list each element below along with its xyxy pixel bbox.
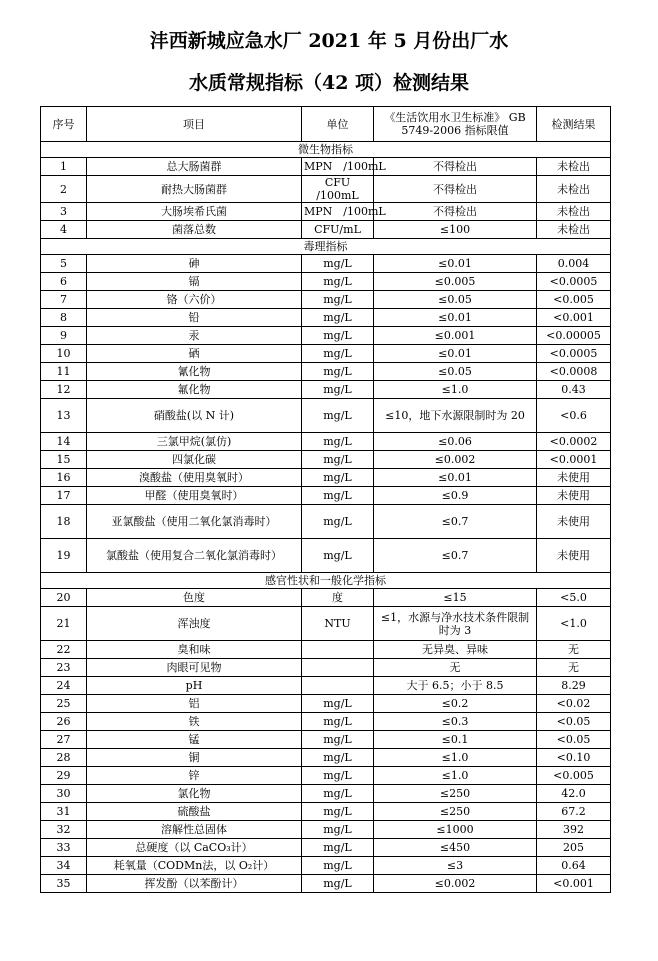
table-row [41,327,611,345]
cell-limit: ≤0.01 [374,345,537,363]
table-row [41,469,611,487]
cell-item: 铬（六价） [87,291,302,309]
cell-no: 24 [41,677,87,695]
cell-no: 31 [41,803,87,821]
section-header-row [41,239,611,255]
cell-result: <0.05 [537,731,611,749]
table-row [41,273,611,291]
cell-no: 20 [41,589,87,607]
cell-limit: ≤0.002 [374,875,537,893]
cell-unit: mg/L [302,731,374,749]
cell-unit: mg/L [302,309,374,327]
cell-limit: ≤0.05 [374,363,537,381]
table-row [41,433,611,451]
cell-no: 28 [41,749,87,767]
cell-unit: 度 [302,589,374,607]
cell-no: 29 [41,767,87,785]
cell-no: 13 [41,399,87,433]
table-row [41,695,611,713]
cell-result: 未使用 [537,539,611,573]
cell-item: 臭和味 [87,641,302,659]
cell-item: 挥发酚（以苯酚计） [87,875,302,893]
header-standard: 《生活饮用水卫生标准》 GB 5749-2006 指标限值 [374,107,537,142]
cell-unit: mg/L [302,345,374,363]
cell-no: 32 [41,821,87,839]
table-row [41,505,611,539]
cell-item: 总大肠菌群 [87,158,302,176]
table-row [41,803,611,821]
cell-result: <0.001 [537,875,611,893]
cell-no: 4 [41,221,87,239]
cell-item: 甲醛（使用臭氧时） [87,487,302,505]
cell-no: 30 [41,785,87,803]
cell-limit: 无 [374,659,537,677]
cell-unit: mg/L [302,363,374,381]
cell-item: 耐热大肠菌群 [87,176,302,203]
cell-no: 33 [41,839,87,857]
cell-unit: mg/L [302,469,374,487]
cell-item: 硒 [87,345,302,363]
cell-limit: ≤0.1 [374,731,537,749]
cell-limit: ≤0.3 [374,713,537,731]
section-header-row [41,142,611,158]
cell-no: 10 [41,345,87,363]
section-title: 毒理指标 [41,239,611,255]
cell-unit: mg/L [302,857,374,875]
table-row [41,731,611,749]
cell-item: 菌落总数 [87,221,302,239]
cell-result: <0.0008 [537,363,611,381]
section-title: 感官性状和一般化学指标 [41,573,611,589]
cell-no: 9 [41,327,87,345]
cell-result: <0.10 [537,749,611,767]
cell-no: 5 [41,255,87,273]
cell-limit: ≤0.005 [374,273,537,291]
cell-result: 8.29 [537,677,611,695]
cell-item: 铁 [87,713,302,731]
cell-unit: mg/L [302,505,374,539]
table-row [41,291,611,309]
cell-unit: NTU [302,607,374,641]
cell-item: 硫酸盐 [87,803,302,821]
cell-item: 氰化物 [87,363,302,381]
cell-limit: ≤0.01 [374,309,537,327]
header-item: 项目 [87,107,302,142]
cell-item: 色度 [87,589,302,607]
cell-unit: mg/L [302,291,374,309]
cell-no: 11 [41,363,87,381]
table-row [41,767,611,785]
cell-item: 锌 [87,767,302,785]
cell-result: 0.004 [537,255,611,273]
cell-unit: mg/L [302,803,374,821]
document-title-line1: 沣西新城应急水厂 2021 年 5 月份出厂水 [149,30,509,52]
cell-no: 7 [41,291,87,309]
cell-item: 汞 [87,327,302,345]
table-row [41,451,611,469]
cell-result: 无 [537,641,611,659]
cell-unit: mg/L [302,539,374,573]
cell-result: 未检出 [537,221,611,239]
cell-result: <0.005 [537,291,611,309]
cell-unit: CFU /100mL [302,176,374,203]
cell-limit: ≤1000 [374,821,537,839]
table-row [41,839,611,857]
table-row [41,487,611,505]
cell-item: 肉眼可见物 [87,659,302,677]
cell-result: 未检出 [537,158,611,176]
cell-no: 23 [41,659,87,677]
cell-item: 三氯甲烷(氯仿) [87,433,302,451]
cell-no: 25 [41,695,87,713]
cell-limit: ≤0.2 [374,695,537,713]
cell-item: 铝 [87,695,302,713]
section-header-row [41,573,611,589]
cell-limit: ≤450 [374,839,537,857]
table-row [41,659,611,677]
cell-unit: mg/L [302,713,374,731]
cell-item: 镉 [87,273,302,291]
cell-item: 氯酸盐（使用复合二氧化氯消毒时） [87,539,302,573]
cell-result: 未使用 [537,469,611,487]
cell-unit [302,659,374,677]
cell-limit: 不得检出 [374,158,537,176]
cell-no: 35 [41,875,87,893]
cell-unit: MPN /100mL [302,203,374,221]
cell-result: <0.02 [537,695,611,713]
cell-result: 42.0 [537,785,611,803]
document-title-line2: 水质常规指标（42 项）检测结果 [188,72,470,94]
table-row [41,857,611,875]
cell-no: 15 [41,451,87,469]
water-quality-table [40,106,611,893]
cell-no: 18 [41,505,87,539]
cell-limit: 无异臭、异味 [374,641,537,659]
cell-limit: ≤1.0 [374,767,537,785]
table-row [41,255,611,273]
table-row [41,158,611,176]
cell-result: <0.001 [537,309,611,327]
cell-limit: ≤0.001 [374,327,537,345]
cell-limit: 不得检出 [374,176,537,203]
cell-result: <0.00005 [537,327,611,345]
table-row [41,589,611,607]
cell-result: <0.6 [537,399,611,433]
cell-no: 1 [41,158,87,176]
cell-limit: ≤3 [374,857,537,875]
table-row [41,345,611,363]
cell-unit: mg/L [302,695,374,713]
table-row [41,176,611,203]
table-row [41,821,611,839]
table-row [41,221,611,239]
cell-item: 铅 [87,309,302,327]
cell-limit: ≤250 [374,803,537,821]
cell-limit: ≤10，地下水源限制时为 20 [374,399,537,433]
cell-item: 浑浊度 [87,607,302,641]
cell-limit: ≤1，水源与净水技术条件限制时为 3 [374,607,537,641]
table-row [41,399,611,433]
cell-limit: ≤0.7 [374,505,537,539]
cell-limit: 大于 6.5；小于 8.5 [374,677,537,695]
cell-result: 未使用 [537,505,611,539]
table-row [41,641,611,659]
cell-result: <0.0005 [537,273,611,291]
cell-limit: ≤0.9 [374,487,537,505]
header-unit: 单位 [302,107,374,142]
cell-no: 27 [41,731,87,749]
cell-result: <0.0005 [537,345,611,363]
table-row [41,539,611,573]
cell-limit: ≤100 [374,221,537,239]
table-row [41,607,611,641]
cell-result: <0.0002 [537,433,611,451]
cell-result: 0.64 [537,857,611,875]
cell-result: 未检出 [537,203,611,221]
cell-no: 16 [41,469,87,487]
cell-result: <1.0 [537,607,611,641]
header-no: 序号 [41,107,87,142]
cell-item: 溶解性总固体 [87,821,302,839]
cell-limit: ≤0.01 [374,255,537,273]
cell-limit: ≤0.05 [374,291,537,309]
header-result: 检测结果 [537,107,611,142]
cell-item: 四氯化碳 [87,451,302,469]
cell-no: 12 [41,381,87,399]
cell-no: 22 [41,641,87,659]
cell-unit: mg/L [302,767,374,785]
cell-limit: 不得检出 [374,203,537,221]
cell-item: 溴酸盐（使用臭氧时） [87,469,302,487]
cell-result: <0.0001 [537,451,611,469]
cell-limit: ≤0.01 [374,469,537,487]
cell-unit [302,641,374,659]
cell-unit [302,677,374,695]
cell-limit: ≤0.002 [374,451,537,469]
table-row [41,749,611,767]
cell-item: 总硬度（以 CaCO₃计） [87,839,302,857]
cell-unit: mg/L [302,399,374,433]
table-row [41,677,611,695]
cell-result: 未使用 [537,487,611,505]
table-row [41,875,611,893]
cell-no: 21 [41,607,87,641]
cell-limit: ≤250 [374,785,537,803]
table-row [41,713,611,731]
cell-unit: mg/L [302,785,374,803]
cell-item: 砷 [87,255,302,273]
cell-no: 17 [41,487,87,505]
cell-unit: mg/L [302,327,374,345]
cell-no: 2 [41,176,87,203]
cell-result: <0.05 [537,713,611,731]
cell-item: 大肠埃希氏菌 [87,203,302,221]
cell-limit: ≤15 [374,589,537,607]
table-row [41,785,611,803]
cell-result: 0.43 [537,381,611,399]
cell-unit: mg/L [302,255,374,273]
cell-item: pH [87,677,302,695]
cell-result: <0.005 [537,767,611,785]
table-row [41,381,611,399]
table-row [41,203,611,221]
cell-no: 19 [41,539,87,573]
cell-result: 无 [537,659,611,677]
cell-unit: mg/L [302,451,374,469]
table-row [41,309,611,327]
cell-unit: mg/L [302,487,374,505]
section-title: 微生物指标 [41,142,611,158]
cell-item: 锰 [87,731,302,749]
cell-item: 硝酸盐(以 N 计) [87,399,302,433]
cell-result: 392 [537,821,611,839]
cell-unit: mg/L [302,273,374,291]
cell-no: 6 [41,273,87,291]
cell-unit: mg/L [302,433,374,451]
cell-no: 14 [41,433,87,451]
table-header-row [41,107,611,142]
cell-result: 67.2 [537,803,611,821]
cell-item: 氟化物 [87,381,302,399]
cell-unit: mg/L [302,821,374,839]
cell-result: <5.0 [537,589,611,607]
cell-no: 34 [41,857,87,875]
cell-result: 205 [537,839,611,857]
cell-unit: CFU/mL [302,221,374,239]
cell-limit: ≤1.0 [374,749,537,767]
cell-limit: ≤0.06 [374,433,537,451]
cell-no: 3 [41,203,87,221]
cell-item: 铜 [87,749,302,767]
table-row [41,363,611,381]
cell-limit: ≤0.7 [374,539,537,573]
cell-unit: mg/L [302,749,374,767]
cell-unit: mg/L [302,839,374,857]
cell-no: 8 [41,309,87,327]
cell-result: 未检出 [537,176,611,203]
cell-item: 亚氯酸盐（使用二氧化氯消毒时） [87,505,302,539]
cell-unit: mg/L [302,875,374,893]
cell-no: 26 [41,713,87,731]
cell-item: 耗氧量（CODMn法，以 O₂计） [87,857,302,875]
cell-item: 氯化物 [87,785,302,803]
cell-limit: ≤1.0 [374,381,537,399]
cell-unit: MPN /100mL [302,158,374,176]
cell-unit: mg/L [302,381,374,399]
